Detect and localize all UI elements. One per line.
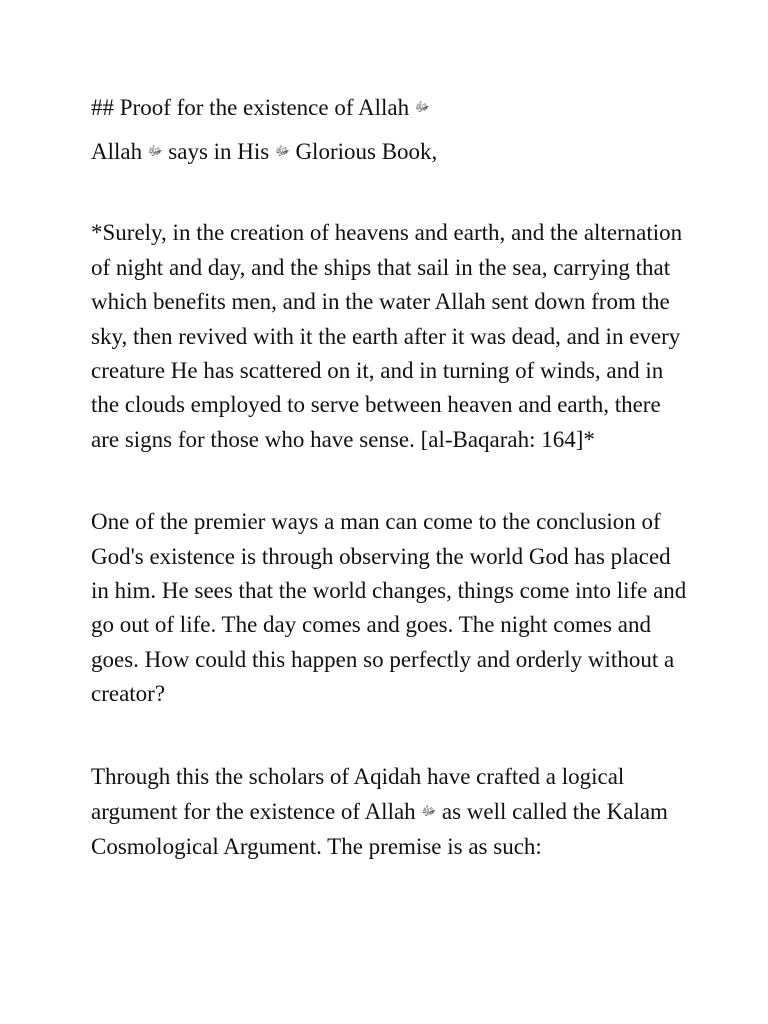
heading-text: ## Proof for the existence of Allah	[91, 95, 415, 120]
paragraph-text: as well called the Kalam Cosmological Argument. The premise is as such:	[91, 799, 668, 859]
paragraph-text: Through this the scholars of Aqidah have crafted a logical argument for the existence of Allah	[91, 763, 625, 825]
body-paragraph	[91, 760, 691, 864]
honorific-symbol-icon: ﷻ	[147, 143, 163, 158]
body-paragraph: One of the premier ways a man can come to the conclusion of God's existence is through observing the world God has placed in him. He sees that the world changes, things come into life and go out of life. The day comes and goes. The night comes and goes. How could this happen so perfectly and orderly without a creator?	[91, 509, 687, 707]
honorific-symbol-icon: ﷻ	[414, 99, 430, 114]
intro-text-3: Glorious Book,	[289, 139, 438, 164]
quran-quote-paragraph: *Surely, in the creation of heavens and earth, and the alternation of night and day, and the ships that sail in the sea, carrying that which benefits men, and in the water Allah sent down from the sky, then revived with it the earth after it was dead, and in every creature He has scattered on it, and in turning of winds, and in the clouds employed to serve between heaven and earth, there are signs for those who have sense. [al-Baqarah: 164]*	[91, 220, 683, 452]
section-heading	[91, 90, 691, 124]
intro-text-1: Allah	[91, 139, 148, 164]
intro-text-2: says in His	[162, 139, 275, 164]
document-page	[91, 90, 691, 864]
honorific-symbol-icon: ﷻ	[275, 143, 290, 158]
honorific-symbol-icon: ﷻ	[421, 803, 437, 819]
intro-line	[91, 134, 691, 169]
